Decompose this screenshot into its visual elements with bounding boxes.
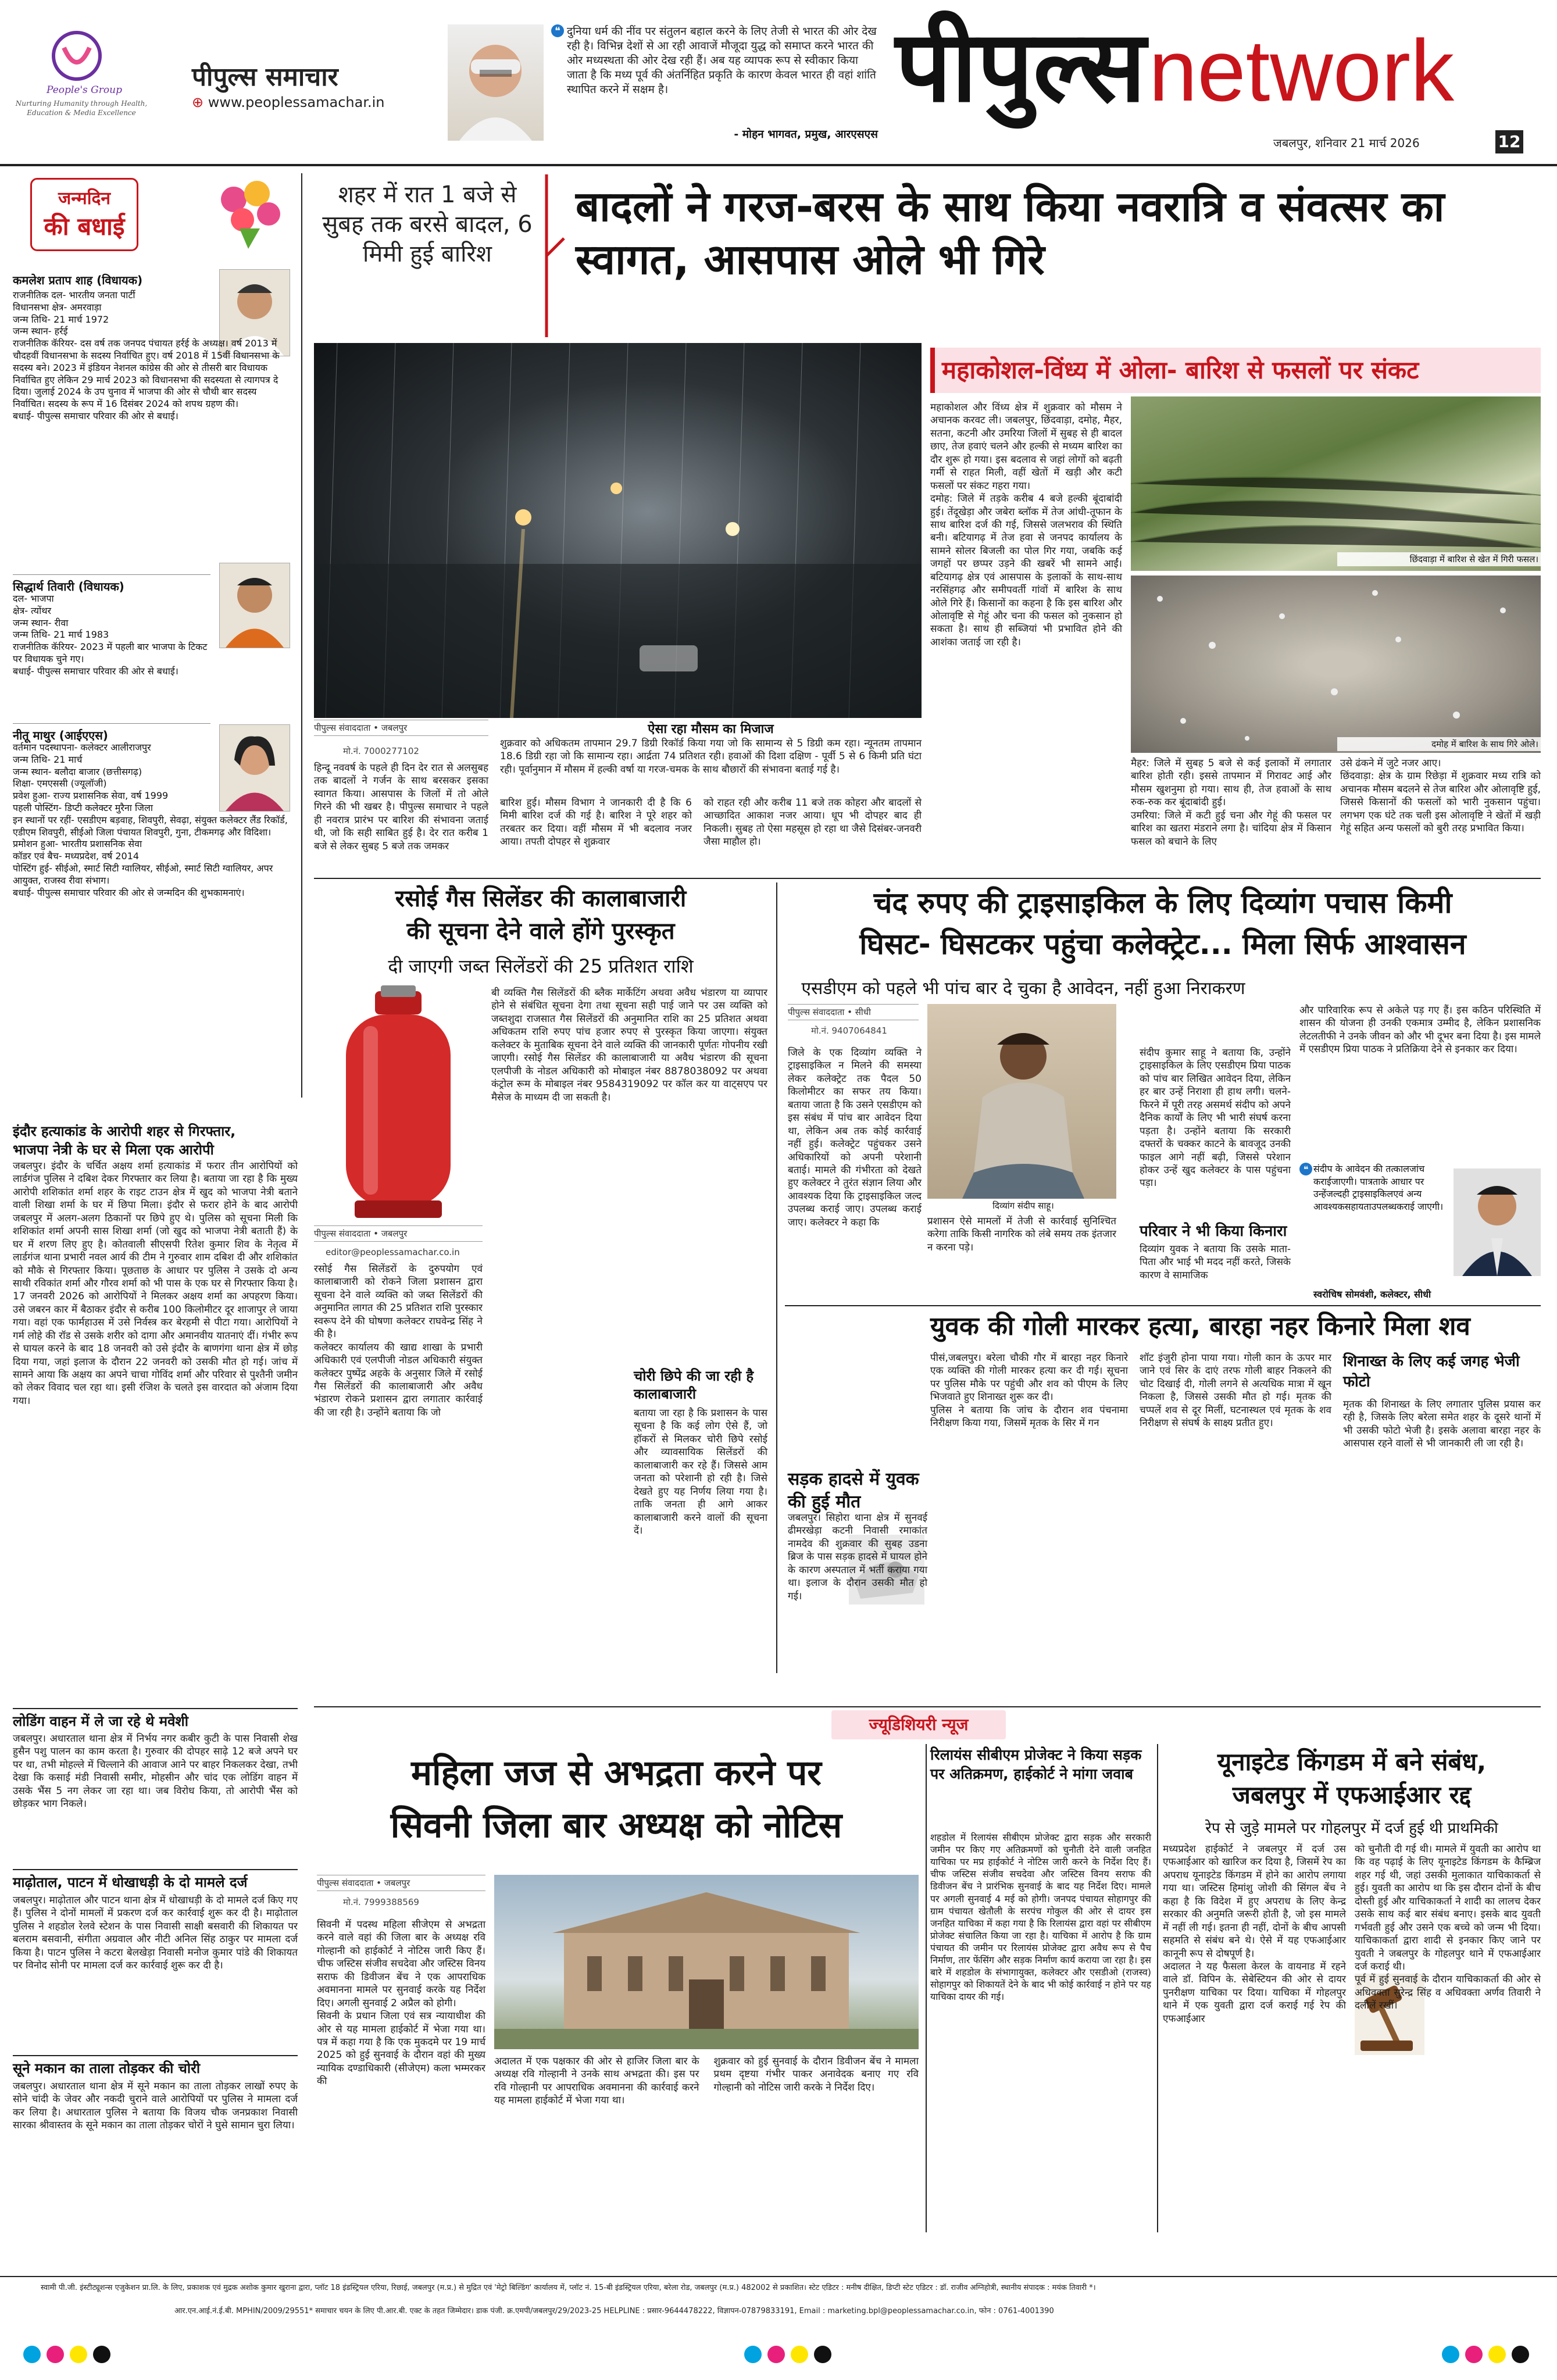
tricycle-family-title: परिवार ने भी किया किनारा xyxy=(1140,1223,1287,1240)
gas-cylinder-photo xyxy=(314,985,483,1224)
group-tagline: Nurturing Humanity through Health, Education & Media Excellence xyxy=(15,99,148,117)
judge-byline: पीपुल्स संवाददाता • जबलपुर xyxy=(317,1875,485,1891)
indore-text: जबलपुर। इंदौर के चर्चित अक्षय शर्मा हत्याकांड में फरार तीन आरोपियों को लार्डगंज पुलिस ने दबिश देकर गिरफ्तार कर लिया है। बताया जा रहा है कि मुख्य आरोपी शशिकांत शर्मा शहर के राइट टाउन क्षेत्र में खुद को भाजपा नेत्री बताने वाली शिखा शर्मा के घर में छिपा मिला। इंदौर से फरार होने के बाद आरोपी जबलपुर में अलग-अलग ठिकानों पर छिपे हुए थे। पुलिस को सूचना मिली कि शशिकांत शर्मा अपनी सास शिखा शर्मा (जो खुद को भाजपा नेत्री बताती हैं) के घर में शरण लिए हुए है। कोतवाली सीएसपी रितेश कुमार शिव के नेतृत्व में लार्डगंज थाना प्रभारी नवल आर्य की टीम ने गुरुवार शाम दबिश दी और शशिकांत को मौके से गिरफ्तार किया। पूछताछ के आधार पर पुलिस ने उसके दो अन्य साथी रविकांत शर्मा और गौरव शर्मा को भी पास के एक घर से गिरफ्तार किया है। 17 जनवरी 2026 को आरोपियों ने मिलकर अक्षय शर्मा का अपहरण किया। उसे जबरन कार में बैठाकर इंदौर से करीब 100 किलोमीटर दूर शाजापुर ले जाया गया। वहां एक फार्महाउस में उसे निर्वस्त्र कर बेरहमी से पीटा गया। आरोपियों ने गर्म लोहे की रॉड से उसके शरीर को दागा और अमानवीय यातनाएं दीं। गंभीर रूप से घायल करने के बाद 18 जनवरी को उसे इंदौर के बाणगंगा थाना क्षेत्र में छोड़ दिया गया, जहां इलाज के दौरान 22 जनवरी को उसकी मौत हो गई। जांच में सामने आया कि अक्षय का अपने चाचा गोविंद शर्मा और परिवार से पुश्तैनी जमीन को लेकर विवाद चल रहा था। इसी रंजिश के चलते इस वारदात को अंजाम दिया गया। xyxy=(13,1160,298,1407)
birthday-column xyxy=(13,173,298,1103)
lead-mobile: मो.नं. 7000277102 xyxy=(343,746,419,756)
tricycle-headline: चंद रुपए की ट्राइसाइकिल के लिए दिव्यांग पचास किमी घिसट- घिसटकर पहुंचा कलेक्ट्रेट... मिला सिर्फ आश्वासन xyxy=(859,886,1466,961)
tricycle-mobile: मो.नं. 9407064841 xyxy=(811,1025,887,1036)
tricycle-col2: प्रशासन ऐसे मामलों में तेजी से कार्रवाई सुनिश्चित करेगा ताकि किसी नागरिक को लंबे समय तक इंतजार न करना पड़े। xyxy=(927,1216,1116,1253)
murder-headline: युवक की गोली मारकर हत्या, बारहा नहर किनारे मिला शव xyxy=(930,1311,1470,1341)
murder-side-title: शिनाख्त के लिए कई जगह भेजी फोटो xyxy=(1343,1353,1520,1391)
lead-photo xyxy=(314,343,922,718)
reliance-text: शहडोल में रिलायंस सीबीएम प्रोजेक्ट द्वारा सड़क और सरकारी जमीन पर किए गए अतिक्रमणों को चुनौती देने वाली जनहित याचिका पर मप्र हाईकोर्ट ने नोटिस जारी करने के निर्देश दिए हैं। चीफ जस्टिस संजीव सचदेवा और जस्टिस विनय सराफ की डिवीजन बेंच ने प्रारंभिक सुनवाई के बाद यह निर्देश दिए। मामले पर अगली सुनवाई 4 मई को होगी। जनपद पंचायत सोहागपुर की ग्राम पंचायत खेतौली के सरपंच गोकुल की ओर से दायर इस जनहित याचिका में कहा गया है कि रिलायंस द्वारा वहां पर सीबीएम प्रोजेक्ट संचालित किया जा रहा है। याचिका में आरोप है कि ग्राम पंचायत की जमीन पर रिलायंस प्रोजेक्ट द्वारा अवैध रूप से पैच निर्माण, तार फेंसिंग और सड़क निर्माण कार्य कराया जा रहा है। इस बारे में शहडोल के संभागायुक्त, कलेक्टर और एसडीओ (राजस्व) सोहागपुर को शिकायतें देने के बाद भी कोई कार्रवाई न होने पर यह याचिका दायर की गई। xyxy=(930,1832,1151,2003)
tricycle-col1: जिले के एक दिव्यांग व्यक्ति ने ट्राइसाइकिल न मिलने की समस्या लेकर कलेक्ट्रेट तक पैदल 50 किलोमीटर का सफर तय किया। बताया जाता है कि उसने एसडीएम को इस संबंध में पांच बार आवेदन दिया था, लेकिन अब तक कोई कार्रवाई नहीं हुई। कलेक्ट्रेट पहुंचकर उसने अधिकारियों को अपनी परेशानी बताई। मामले की गंभीरता को देखते हुए कलेक्टर ने तुरंत संज्ञान लिया और आवश्यक दिया कि ट्राइसाइकिल जल्द उपलब्ध कराई जाए। उपलब्ध कराई जाए। कलेक्टर ने कहा कि xyxy=(788,1047,922,1228)
judiciary-label: ज्यूडिशियरी न्यूज xyxy=(831,1710,1006,1739)
murder-col2: शॉट इंजुरी होना पाया गया। गोली कान के ऊपर मार जाने एवं सिर के दाएं तरफ गोली बाहर निकलने की चोट दिखाई दी, गोली लगने से अत्यधिक मात्रा में खून निकला है, जिससे उसकी मौत हो गई। मृतक की चप्पलें शव से दूर मिलीं, घटनास्थल एवं मृतक के शव निरीक्षण से संघर्ष के साक्ष्य प्रतीत हुए। xyxy=(1140,1352,1331,1430)
brief-title: सूने मकान का ताला तोड़कर की चोरी xyxy=(13,2055,298,2078)
column-divider xyxy=(926,1744,927,2232)
brief-text: जबलपुर। माढ़ोताल और पाटन थाना क्षेत्र में धोखाधड़ी के दो मामले दर्ज किए गए हैं। पुलिस ने दोनों मामलों में प्रकरण दर्ज कर कार्रवाई शुरू कर दी है। माढ़ोताल पुलिस ने शहडोल रेलवे स्टेशन के पास निवासी साक्षी बसवारी की शिकायत पर बलराम बसवानी, संगीता अग्रवाल और नीटी अनिल सिंह ठाकुर पर मामला दर्ज किया है। पाटन पुलिस ने कटरा बेलखेड़ा निवासी मनोज कुमार पांडे की शिकायत पर विनोद सोनी पर मामला दर्ज कर कार्रवाई शुरू कर दी है। xyxy=(13,1895,298,1972)
birthday-person-details: राजनीतिक दल- भारतीय जनता पार्टी विधानसभा क्षेत्र- अमरवाड़ा जन्म तिथि- 21 मार्च 1972 जन्म स्थान- हर्रई राजनीतिक कॅरियर- दस वर्ष तक जनपद पंचायत हर्रई के अध्यक्ष। वर्ष 2013 में चौदहवीं विधानसभा के सदस्य निर्वाचित हुए। वर्ष 2018 में 15वीं विधानसभा के सदस्य बने। 2023 में इंडियन नेशनल कांग्रेस की ओर से तीसरी बार विधायक निर्वाचित हुए लेकिन 29 मार्च 2023 को विधानसभा की सदस्यता से त्यागपत्र दे दिया। जुलाई 2024 के उप चुनाव में भाजपा की ओर से चौथी बार सदस्य निर्वाचित। सदस्य के रूप में 16 दिसंबर 2024 को शपथ ग्रहण की। बधाई- पीपुल्स समाचार परिवार की ओर से बधाई। xyxy=(13,290,280,421)
birthday-person-name: कमलेश प्रताप शाह (विधायक) xyxy=(13,273,143,287)
brief-title: माढ़ोताल, पाटन में धोखाधड़ी के दो मामले दर्ज xyxy=(13,1869,298,1892)
uk-col2: को चुनौती दी गई थी। मामले में युवती का आरोप था कि वह पढ़ाई के लिए यूनाइटेड किंगडम के कैम्ब्रिज शहर गई थी, जहां उसकी मुलाकात याचिकाकर्ता से हुई। युवती का आरोप था कि इस दौरान दोनों के बीच दोस्ती हुई और याचिकाकर्ता ने शादी का लालच देकर उसके साथ कई बार संबंध बनाए। इसके बाद युवती गर्भवती हुई और उसने एक बच्चे को जन्म भी दिया। याचिकाकर्ता द्वारा शादी से इनकार किए जाने पर युवती ने जबलपुर के गोहलपुर थाने में एफआईआर दर्ज कराई थी। पूर्व में हुई सुनवाई के दौरान याचिकाकर्ता की ओर से अधिवक्ता सुरेन्द्र सिंह व अधिवक्ता अर्णव तिवारी ने दलीलें रखीं। xyxy=(1355,1843,1541,2012)
gas-theft-text: बताया जा रहा है कि प्रशासन के पास सूचना है कि कई लोग ऐसे हैं, जो हॉकरों से मिलकर चोरी छिपे रसोई और व्यावसायिक सिलेंडरों की कालाबाजारी कर रहे हैं। जिससे आम जनता को परेशानी हो रही है। जिसे देखते हुए यह निर्णय लिया गया है। ताकि जनता ही आगे आकर कालाबाजारी करने वालों की सूचना दें। xyxy=(634,1407,767,1536)
tricycle-photo-caption: दिव्यांग संदीप साहू। xyxy=(992,1200,1054,1211)
column-divider xyxy=(301,173,302,1098)
section-rule xyxy=(314,878,1541,879)
lead-kicker-arrow xyxy=(544,174,567,337)
tricycle-col4: और पारिवारिक रूप से अकेले पड़ गए हैं। इस कठिन परिस्थिति में शासन की योजना ही उनकी एकमात्र उम्मीद है, लेकिन प्रशासनिक लेटलतीफी ने उनके जीवन को और भी दूभर बना दिया है। इस मामले में एसडीएम प्रिया पाठक ने प्रतिक्रिया देने से इनकार कर दिया। xyxy=(1299,1005,1541,1056)
uk-subhead: रेप से जुड़े मामले पर गोहलपुर में दर्ज हुई थी प्राथमिकी xyxy=(1205,1820,1498,1837)
lead-headline: बादलों ने गरज-बरस के साथ किया नवरात्रि व संवत्सर का स्वागत, आसपास ओले भी गिरे xyxy=(576,182,1445,284)
court-photo xyxy=(494,1875,919,2049)
gas-byline: पीपुल्स संवाददाता • जबलपुर xyxy=(314,1225,483,1242)
mahakoshal-col1: महाकोशल और विंध्य क्षेत्र में शुक्रवार को मौसम ने अचानक करवट ली। जबलपुर, छिंदवाड़ा, दमोह, मैहर, सतना, कटनी और उमरिया जिलों में सुबह से ही बादल छाए, तेज हवाएं चलने और हल्की से मध्यम बारिश का दौर शुरू हो गया। इस बदलाव से जहां लोगों को बढ़ती गर्मी से राहत मिली, वहीं खेतों में खड़ी और कटी फसलों पर संकट गहरा गया। दमोह: जिले में तड़के करीब 4 बजे हल्की बूंदाबांदी हुई। तेंदूखेड़ा और जबेरा ब्लॉक में तेज आंधी-तूफान के साथ बारिश दर्ज की गई, जिससे जलभराव की स्थिति बनी। बटियागढ़ में तेज हवा से जनपद कार्यालय के सामने सोलर बिजली का पोल गिर गया, जबकि कई जगहों पर छप्पर उड़ने की खबरें भी सामने आईं। बटियागढ़ क्षेत्र एवं आसपास के इलाकों के साथ-साथ नरसिंहगढ़ और समीपवर्ती गांवों में बारिश के साथ ओले गिरे हैं। किसानों का कहना है कि इस बारिश और ओलावृष्टि से गेहूं और चना की फसल को नुकसान हो सकता है। साथ ही सब्जियां भी प्रभावित होने की आशंका जताई जा रही है। xyxy=(930,402,1122,648)
birthday-person-photo xyxy=(219,563,290,648)
accident-text: जबलपुर। सिहोरा थाना क्षेत्र में सुनवई ढीमरखेड़ा कटनी निवासी रमाकांत नामदेव की शुक्रवार की सुबह उडना ब्रिज के पास सड़क हादसे में घायल होने के कारण अस्पताल में भर्ती कराया गया था। इलाज के दौरान उसकी मौत हो गई। xyxy=(788,1512,927,1602)
birthday-heading: जन्मदिन की बधाई xyxy=(30,178,138,251)
footer-registration: आर.एन.आई.नं.ई.बी. MPHIN/2009/29551* समाचार चयन के लिए पी.आर.बी. एक्ट के तहत जिम्मेदार। डाक पंजी. क्र.एमपी/जबलपुर/29/2023-25 HELPLINE : प्रसार-9644478222, विज्ञापन-07879833191, Email : marketing.bpl@peoplessamachar.co.in, फोन : 0761-4001390 xyxy=(174,2307,1054,2315)
hail-photo-caption: दमोह में बारिश के साथ गिरे ओले। xyxy=(1337,737,1542,751)
tricycle-subhead: एसडीएम को पहले भी पांच बार दे चुका है आवेदन, नहीं हुआ निराकरण xyxy=(801,978,1245,999)
mahakoshal-col2: मैहर: जिले में सुबह 5 बजे से कई इलाकों में लगातार बारिश होती रही। इससे तापमान में गिरावट आई और मौसम खुशनुमा हो गया। साथ ही, तेज हवाओं के साथ रुक-रुक कर बूंदाबांदी हुई। उमरिया: जिले में कटी हुई चना और गेहूं की फसल पर बारिश का खतरा मंडराने लगा है। चांदिया क्षेत्र में किसान फसल को बचाने के लिए xyxy=(1131,757,1331,848)
birthday-person-name: नीतू माथुर (आईएएस) xyxy=(13,723,210,743)
quote-text: दुनिया धर्म की नींव पर संतुलन बहाल करने के लिए तेजी से भारत की ओर देख रही है। विभिन्न देशों से आ रही आवाजें मौजूदा युद्ध को समाप्त करने भारत की ओर मध्यस्थता की ओर देख रही हैं। अब यह व्यापक रूप से स्वीकार किया जाता है कि मध्य पूर्व की अंतर्निहित प्रकृति के कारण केवल भारत ही वहां शांति स्थापित करने में सक्षम है। xyxy=(567,25,877,97)
mahakoshal-headline: महाकोशल-विंध्य में ओला- बारिश से फसलों पर संकट xyxy=(930,348,1541,393)
lead-byline: पीपुल्स संवाददाता • जबलपुर xyxy=(314,720,488,736)
quote-box xyxy=(448,24,878,141)
tricycle-col3: संदीप कुमार साहू ने बताया कि, उन्होंने ट्राइसाइकिल के लिए एसडीएम प्रिया पाठक को पांच बार लिखित आवेदन दिया, लेकिन हर बार उन्हें निराशा ही हाथ लगी। चलने-फिरने में पूरी तरह असमर्थ संदीप को अपने दैनिक कार्यों के लिए भी भारी संघर्ष करना पड़ता है। उन्होंने बताया कि सरकारी दफ्तरों के चक्कर काटने के बावजूद उनकी फाइल आगे नहीं बढ़ी, जिससे परेशान होकर उन्हें खुद कलेक्टर के पास पहुंचना पड़ा। xyxy=(1140,1047,1291,1189)
lead-col1: हिन्दू नववर्ष के पहले ही दिन देर रात से अलसुबह तक बादलों ने गर्जन के साथ बरसकर इसका स्वागत किया। आसपास के जिलों में तो ओले गिरने की भी खबर है। पीपुल्स समाचार ने पहले ही नवरात्र प्रारंभ पर बारिश की संभावना जताई थी, जो कि सही साबित हुई है। देर रात करीब 1 बजे से लेकर सुबह 5 बजे तक जमकर xyxy=(314,762,488,852)
judge-col2: अदालत में एक पक्षकार की ओर से हाजिर जिला बार के अध्यक्ष रवि गोल्हानी ने उनके साथ अभद्रता की। इस पर रवि गोल्हानी पर आपराधिक अवमानना की कार्रवाई करने यह मामला हाईकोर्ट में भेजा गया था। शुक्रवार को हुई सुनवाई के दौरान डिवीजन बेंच ने मामला प्रथम दृष्टया गंभीर पाकर अनावेदक बनाए गए रवि गोल्हानी को नोटिस जारी करके ने निर्देश दिए। xyxy=(494,2056,919,2107)
tricycle-family-text: दिव्यांग युवक ने बताया कि उसके माता-पिता और भाई भी मदद नहीं करते, जिसके कारण वे सामाजिक xyxy=(1140,1243,1291,1281)
accident-headline: सड़क हादसे में युवक की हुई मौत xyxy=(788,1469,919,1512)
section-rule xyxy=(785,1305,1541,1306)
crop-photo-caption: छिंदवाड़ा में बारिश से खेत में गिरी फसल। xyxy=(1337,552,1542,566)
globe-icon: ⊕ xyxy=(192,94,208,110)
paper-logo: पीपुल्स समाचार xyxy=(192,62,338,92)
gas-email[interactable]: editor@peoplessamachar.co.in xyxy=(326,1247,460,1257)
murder-col1: पीसं,जबलपुर। बरेला चौकी गौर में बारहा नहर किनारे एक व्यक्ति की गोली मारकर हत्या कर दी गई। सूचना पर पुलिस मौके पर पहुंची और शव को पीएम के लिए भिजवाते हुए शिनाख्त शुरू कर दी। पुलिस ने बताया कि जांच के दौरान शव पंचनामा निरीक्षण किया गया, जिसमें मृतक के सिर में गन xyxy=(930,1352,1128,1430)
page-number: 12 xyxy=(1495,130,1523,153)
gas-theft-title: चोरी छिपे की जा रही है कालाबाजारी xyxy=(634,1368,754,1403)
quote-author: - मोहन भागवत, प्रमुख, आरएसएस xyxy=(734,128,878,141)
uk-headline: यूनाइटेड किंगडम में बने संबंध, जबलपुर में एफआईआर रद्द xyxy=(1217,1748,1487,1809)
lead-col3: को राहत रही और करीब 11 बजे तक कोहरा और बादलों से आच्छादित आकाश नजर आया। धूप भी दोपहर बाद ही निकली। सुबह तो ऐसा महसूस हो रहा था जैसे दिसंबर-जनवरी जैसा माहौल हो। xyxy=(703,797,922,848)
tricycle-byline: पीपुल्स संवाददाता • सीधी xyxy=(788,1004,919,1020)
quote-mark-icon: ❝ xyxy=(551,24,564,37)
footer-imprint: स्वामी पी.जी. इंस्टीट्यूशन्स एजुकेशन प्रा.लि. के लिए, प्रकाशक एवं मुद्रक अशोक कुमार खुराना द्वारा, प्लॉट 18 इंडस्ट्रियल एरिया, रिछाई, जबलपुर (म.प्र.) से मुद्रित एवं 'मेट्रो बिल्डिंग' कार्यालय में, प्लॉट नं. 15-बी इंडस्ट्रियल एरिया, बरेला रोड, जबलपुर (म.प्र.) 482002 से प्रकाशित। स्टेट एडिटर : मनीष दीक्षित, डिप्टी स्टेट एडिटर : डॉ. राजीव अग्निहोत्री, स्थानीय संपादक : मयंक तिवारी *। xyxy=(41,2283,1096,2292)
crop-photo xyxy=(1131,396,1541,571)
reliance-headline: रिलायंस सीबीएम प्रोजेक्ट ने किया सड़क पर अतिक्रमण, हाईकोर्ट ने मांगा जवाब xyxy=(930,1746,1142,1782)
hail-photo xyxy=(1131,576,1541,753)
birthday-person-details: दल- भाजपा क्षेत्र- त्योंथर जन्म स्थान- रीवा जन्म तिथि- 21 मार्च 1983 राजनीतिक कॅरियर- 2023 में पहली बार भाजपा के टिकट पर विधायक चुने गए। बधाई- पीपुल्स समाचार परिवार की ओर से बधाई। xyxy=(13,593,208,677)
tricycle-photo xyxy=(927,1004,1116,1199)
weather-title: ऐसा रहा मौसम का मिजाज xyxy=(648,722,774,737)
judge-col1: सिवनी में पदस्थ महिला सीजेएम से अभद्रता करने वाले वहां की जिला बार के अध्यक्ष रवि गोल्हानी को हाईकोर्ट ने नोटिस जारी किए हैं। चीफ जस्टिस संजीव सचदेवा और जस्टिस विनय सराफ की डिवीजन बेंच ने एक आपराधिक अवमानना मामले पर सुनवाई करके यह निर्देश दिए। अगली सुनवाई 2 अप्रैल को होगी। सिवनी के प्रधान जिला एवं सत्र न्यायाधीश की ओर से यह मामला हाईकोर्ट में भेजा गया था। पत्र में कहा गया है कि एक मुकदमे पर 19 मार्च 2025 को हुई सुनवाई के दौरान वहां की मुख्य न्यायिक दण्डाधिकारी (सीजेएम) कला भम्मरकर की xyxy=(317,1919,485,2088)
peoples-group-logo xyxy=(51,30,102,81)
uk-col1: मध्यप्रदेश हाईकोर्ट ने जबलपुर में दर्ज उस एफआईआर को खारिज कर दिया है, जिसमें रेप का अपराध यूनाइटेड किंगडम में होने का आरोप लगाया गया था। जस्टिस हिमांशु जोशी की सिंगल बेंच ने कहा है कि विदेश में हुए अपराध के लिए केन्द्र सरकार की अनुमति जरूरी होती है, जो इस मामले में नहीं ली गई। इतना ही नहीं, दोनों के बीच आपसी सहमति से संबंध बने थे। ऐसे में यह एफआईआर कानूनी रूप से दोषपूर्ण है। अदालत ने यह फैसला केरल के वायनाड में रहने वाले डॉ. विपिन के. सेबेस्टियन की ओर से दायर पुनरीक्षण याचिका पर दिया। याचिका में गोहलपुर थाने में एक युवती द्वारा दर्ज कराई गई रेप की एफआईआर xyxy=(1163,1843,1347,2025)
weather-box xyxy=(500,720,922,792)
section-title: पीपुल्स network xyxy=(895,9,1455,124)
birthday-person-details: वर्तमान पदस्थापना- कलेक्टर आलीराजपुर जन्म तिथि- 21 मार्च जन्म स्थान- बलौदा बाजार (छत्तीसगढ़) शिक्षा- एमएससी (ज्यूलॉजी) प्रवेश हुआ- राज्य प्रशासनिक सेवा, वर्ष 1999 पहली पोस्टिंग- डिप्टी कलेक्टर मुरैना जिला इन स्थानों पर रहीं- एसडीएम बड़वाह, शिवपुरी, सेवढ़ा, संयुक्त कलेक्टर लैंड रिकॉर्ड, एडीएम शिवपुरी, सीईओ जिला पंचायत शिवपुरी, गुना, टीकमगढ़ और विदिशा। प्रमोशन हुआ- भारतीय प्रशासनिक सेवा कॉडर एवं बैच- मध्यप्रदेश, वर्ष 2014 पोस्टिंग हुई- सीईओ, स्मार्ट सिटी ग्वालियर, सीईओ, स्मार्ट सिटी ग्वालियर, अपर आयुक्त, राजस्व रीवा संभाग। बधाई- पीपुल्स समाचार परिवार की ओर से जन्मदिन की शुभकामनाएं। xyxy=(13,742,288,898)
registration-marks xyxy=(0,2343,1557,2366)
indore-headline: इंदौर हत्याकांड के आरोपी शहर से गिरफ्तार, भाजपा नेत्री के घर से मिला एक आरोपी xyxy=(13,1123,236,1159)
brief-text: जबलपुर। अधारताल थाना क्षेत्र में निर्भय नगर कबीर कुटी के पास निवासी शेख हुसैन पशु पालन का काम करता है। गुरुवार की दोपहर साढ़े 12 बजे अपने घर पर था, तभी मोहल्ले में चिल्लाने की आवाज आने पर बाहर निकलकर देखा, तभी देखा कि कसाई मंडी निवासी समीर, मोहसीन और चांद एक लोडिंग वाहन में उसके भैंस 5 नग लेकर जा रहा था। जब विरोध किया, तो आरोपी भैंस को छोड़कर भाग निकले। xyxy=(13,1733,298,1810)
bouquet-icon xyxy=(205,173,292,249)
weather-text: शुक्रवार को अधिकतम तापमान 29.7 डिग्री रिकॉर्ड किया गया जो कि सामान्य से 5 डिग्री कम रहा। न्यूनतम तापमान 18.6 डिग्री रहा जो कि सामान्य रहा। आर्द्रता 74 प्रतिशत रही। हवाओं की दिशा दक्षिण - पूर्वी 5 से 6 किमी प्रति घंटा रही। पूर्वानुमान में मौसम में हल्की वर्षा या गरज-चमक के साथ बौछारों की संभावना बताई गई है। xyxy=(500,738,922,776)
lead-col2: बारिश हुई। मौसम विभाग ने जानकारी दी है कि 6 मिमी बारिश दर्ज की गई है। बारिश ने पूरे शहर को तरबतर कर दिया। वहीं मौसम में भी बदलाव नजर आया। तपती दोपहर से शुक्रवार xyxy=(500,797,692,848)
quote-mark-icon: ❝ xyxy=(1299,1163,1312,1175)
collector-photo xyxy=(1454,1168,1541,1276)
gas-subhead: दी जाएगी जब्त सिलेंडरों की 25 प्रतिशत राशि xyxy=(388,955,694,977)
quote-portrait xyxy=(448,24,544,141)
column-divider xyxy=(1157,1744,1158,2232)
mahakoshal-col3: उसे ढंकने में जुटे नजर आए। छिंदवाड़ा: क्षेत्र के ग्राम रिछेड़ा में शुक्रवार मध्य रात्रि को अचानक मौसम बदलने से तेज बारिश और ओलावृष्टि हुई, जिससे किसानों की फसलों को भारी नुकसान पहुंचा। लगभग एक घंटे तक चली इस ओलावृष्टि ने खेतों में खड़ी गेहूं सहित अन्य फसलों को बुरी तरह प्रभावित किया। xyxy=(1340,757,1541,835)
footer-rule xyxy=(0,2276,1557,2277)
masthead xyxy=(0,0,1557,169)
masthead-rule xyxy=(0,164,1557,166)
judge-headline: महिला जज से अभद्रता करने पर सिवनी जिला बार अध्यक्ष को नोटिस xyxy=(390,1753,842,1846)
judge-mobile: मो.नं. 7999388569 xyxy=(343,1897,419,1907)
collector-quote: संदीप के आवेदन की तत्कालजांच कराईजाएगी। पात्रताके आधार पर उन्हेंजल्दही ट्राइसाइकिलएवं अन्य आवश्यकसहायताउपलब्धकराई जाएगी। xyxy=(1313,1163,1444,1212)
brief-text: जबलपुर। अधारताल थाना क्षेत्र में सूने मकान का ताला तोड़कर लाखों रुपए के सोने चांदी के जेवर और नकदी चुराने वाले आरोपियों पर पुलिस ने मामला दर्ज कर लिया है। अधारताल पुलिस ने बताया कि विजय चौक जनप्रकाश निवासी सारका श्रीवास्तव के सूने मकान का ताला तोड़कर चोरों ने घुसे सामान चुरा लिया। xyxy=(13,2081,298,2132)
gas-headline: रसोई गैस सिलेंडर की कालाबाजारी की सूचना देने वाले होंगे पुरस्कृत xyxy=(395,885,687,945)
dateline: जबलपुर, शनिवार 21 मार्च 2026 xyxy=(1273,136,1420,150)
collector-quote-box xyxy=(1299,1163,1541,1302)
group-name: People's Group xyxy=(47,84,122,96)
murder-side-text: मृतक की शिनाख्त के लिए लगातार पुलिस प्रयास कर रही है, जिसके लिए बरेला समेत शहर के दूसरे थानों में भी उसकी फोटो भेजी है। इसके अलावा बारहा नहर के आसपास रहने वालों से भी जानकारी ली जा रही है। xyxy=(1343,1399,1541,1450)
birthday-person-name: सिद्धार्थ तिवारी (विधायक) xyxy=(13,574,210,594)
brief-title: लोडिंग वाहन में ले जा रहे थे मवेशी xyxy=(13,1708,298,1731)
column-divider xyxy=(776,882,777,1673)
collector-quote-author: स्वरोचिष सोमवंशी, कलेक्टर, सीधी xyxy=(1313,1289,1431,1300)
gas-main-text: रसोई गैस सिलेंडरों के दुरुपयोग एवं कालाबाजारी को रोकने जिला प्रशासन द्वारा सूचना देने वाले व्यक्ति को जब्त सिलेंडरों की अनुमानित लागत की 25 प्रतिशत राशि पुरस्कार स्वरूप देने की घोषणा कलेक्टर राघवेन्द्र सिंह ने की है। कलेक्टर कार्यालय की खाद्य शाखा के प्रभारी अधिकारी एवं एलपीजी नोडल अधिकारी संयुक्त कलेक्टर पुष्पेंद्र अहके के अनुसार जिले में रसोई गैस सिलेंडरों की कालाबाजारी और अवैध भंडारण रोकने प्रशासन द्वारा लगातार कार्रवाई की जा रही है। उन्होंने बताया कि जो xyxy=(314,1263,483,1418)
gas-col1: बी व्यक्ति गैस सिलेंडरों की ब्लैक मार्केटिंग अथवा अवैध भंडारण या व्यापार होने से संबंधित सूचना देगा तथा सूचना सही पाई जाने पर उस व्यक्ति को जब्तशुदा राजसात गैस सिलेंडरों की अनुमानित राशि का 25 प्रतिशत अथवा अधिकतम राशि रुपए पांच हजार रुपए से पुरस्कृत किया जाएगा। संयुक्त कलेक्टर के मुताबिक सूचना देने वाले व्यक्ति की जानकारी पूर्णतः गोपनीय रखी जाएगी। रसोई गैस सिलेंडर की कालाबाजारी या अवैध भंडारण की सूचना एलपीजी के नोडल अधिकारी को मोबाइल नंबर 8878038092 पर अथवा कंट्रोल रूम के मोबाइल नंबर 9584319092 पर कॉल कर या वाट्सएप पर मैसेज के माध्यम दी जा सकती है। xyxy=(491,987,767,1103)
lead-kicker: शहर में रात 1 बजे से सुबह तक बरसे बादल, 6 मिमी हुई बारिश xyxy=(322,181,533,268)
website-link[interactable]: ⊕ www.peoplessamachar.in xyxy=(192,94,385,110)
section-rule xyxy=(314,1706,1541,1707)
